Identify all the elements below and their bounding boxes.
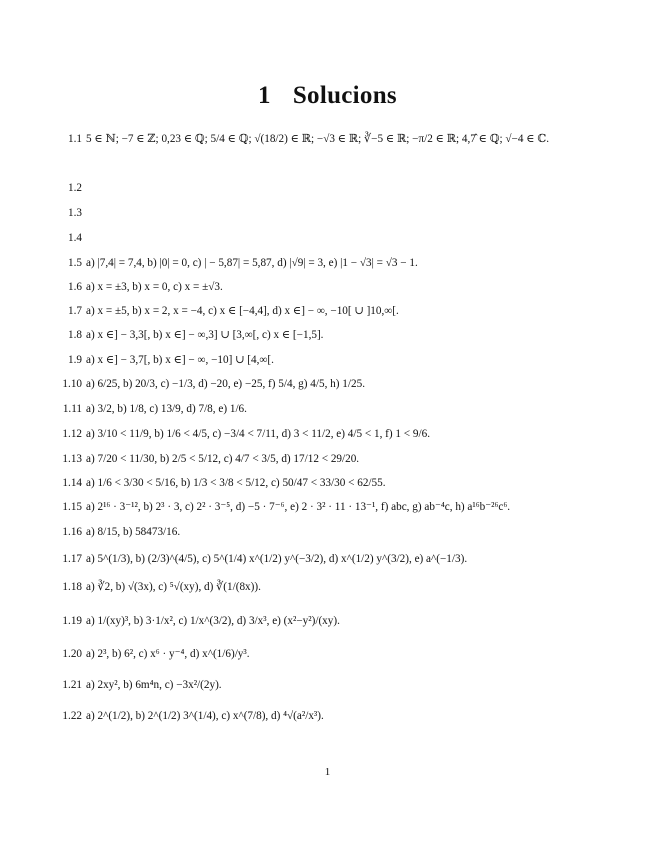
solution-text: a) 2xy², b) 6m⁴n, c) −3x²/(2y).	[86, 679, 222, 691]
solution-text: a) x ∈] − 3,3[, b) x ∈] − ∞,3] ∪ [3,∞[, c) x ∈ [−1,5].	[86, 329, 324, 341]
solution-number: 1.1	[68, 133, 82, 145]
solution-text: a) 2¹⁶ · 3⁻¹², b) 2³ · 3, c) 2² · 3⁻⁵, d) −5 · 7⁻⁶, e) 2 · 3² · 11 · 13⁻¹, f) abc, g) ab⁻⁴c, h) a¹⁶b⁻²⁶c⁶.	[86, 501, 511, 513]
solution-number: 1.7	[68, 305, 82, 317]
solution-number: 1.9	[68, 354, 82, 366]
solution-number: 1.15	[62, 501, 82, 513]
solution-number: 1.3	[68, 207, 82, 219]
solution-item	[60, 525, 600, 552]
solution-number: 1.21	[62, 679, 82, 691]
solution-text: a) 8/15, b) 58473/16.	[86, 526, 181, 538]
solution-number: 1.11	[62, 403, 82, 415]
solution-item	[60, 476, 600, 500]
solution-text: 5 ∈ ℕ; −7 ∈ ℤ; 0,23 ∈ ℚ; 5/4 ∈ ℚ; √(18/2) ∈ ℝ; −√3 ∈ ℝ; ∛−5 ∈ ℝ; −π/2 ∈ ℝ; 4,7̂ ∈ ℚ; √−4 ∈ ℂ.	[86, 133, 550, 145]
solution-number: 1.8	[68, 329, 82, 341]
solution-text: a) 1/(xy)³, b) 3·1/x², c) 1/x^(3/2), d) 3/x³, e) (x²−y²)/(xy).	[86, 615, 340, 627]
solution-item	[60, 614, 600, 647]
solution-item	[60, 304, 600, 328]
solution-text: a) 1/6 < 3/30 < 5/16, b) 1/3 < 3/8 < 5/12, c) 50/47 < 33/30 < 62/55.	[86, 477, 386, 489]
solution-text: a) 2^(1/2), b) 2^(1/2) 3^(1/4), c) x^(7/8), d) ⁴√(a²/x³).	[86, 710, 324, 722]
solution-number: 1.10	[62, 378, 82, 390]
solution-number: 1.22	[62, 710, 82, 722]
section-title: Solucions	[292, 82, 397, 109]
solution-item	[60, 552, 600, 580]
solution-item	[60, 580, 600, 614]
solution-number: 1.14	[62, 477, 82, 489]
solution-item	[60, 402, 600, 427]
solution-text: a) |7,4| = 7,4, b) |0| = 0, c) | − 5,87| = 5,87, d) |√9| = 3, e) |1 − √3| = √3 − 1.	[86, 257, 418, 269]
solution-item	[60, 377, 600, 402]
solution-number: 1.13	[62, 453, 82, 465]
solution-item	[60, 427, 600, 452]
solution-item	[60, 353, 600, 377]
solution-item	[60, 452, 600, 476]
solution-item	[60, 500, 600, 525]
solution-text: a) x = ±3, b) x = 0, c) x = ±√3.	[86, 281, 223, 293]
solution-item	[60, 256, 600, 280]
solution-item	[60, 181, 600, 206]
solution-item	[60, 132, 600, 181]
solution-number: 1.4	[68, 232, 82, 244]
solution-number: 1.20	[62, 648, 82, 660]
solution-number: 1.16	[62, 526, 82, 538]
solution-text: a) 5^(1/3), b) (2/3)^(4/5), c) 5^(1/4) x^(1/2) y^(−3/2), d) x^(1/2) y^(3/2), e) a^(−1/3).	[86, 553, 468, 565]
solution-item	[60, 709, 600, 737]
solution-number: 1.6	[68, 281, 82, 293]
solution-number: 1.18	[62, 581, 82, 593]
solution-number: 1.12	[62, 428, 82, 440]
solution-number: 1.19	[62, 615, 82, 627]
solution-text: a) 2³, b) 6², c) x⁶ · y⁻⁴, d) x^(1/6)/y³.	[86, 648, 250, 660]
solution-number: 1.2	[68, 182, 82, 194]
solution-text: a) 3/2, b) 1/8, c) 13/9, d) 7/8, e) 1/6.	[86, 403, 247, 415]
solutions-list	[60, 132, 600, 737]
solution-item	[60, 206, 600, 231]
section-number: 1	[258, 82, 271, 109]
solution-item	[60, 678, 600, 709]
solution-text: a) x ∈] − 3,7[, b) x ∈] − ∞, −10] ∪ [4,∞[.	[86, 354, 274, 366]
solution-text: a) 6/25, b) 20/3, c) −1/3, d) −20, e) −25, f) 5/4, g) 4/5, h) 1/25.	[86, 378, 365, 390]
solution-text: a) 7/20 < 11/30, b) 2/5 < 5/12, c) 4/7 < 3/5, d) 17/12 < 29/20.	[86, 453, 360, 465]
solution-text: a) ∛2, b) √(3x), c) ⁵√(xy), d) ∛(1/(8x)).	[86, 581, 261, 593]
solution-text: a) x = ±5, b) x = 2, x = −4, c) x ∈ [−4,4], d) x ∈] − ∞, −10[ ∪ ]10,∞[.	[86, 305, 399, 317]
section-heading	[0, 82, 655, 110]
solution-number: 1.5	[68, 257, 82, 269]
solution-item	[60, 280, 600, 304]
solution-number: 1.17	[62, 553, 82, 565]
solution-item	[60, 231, 600, 256]
solution-text: a) 3/10 < 11/9, b) 1/6 < 4/5, c) −3/4 < 7/11, d) 3 < 11/2, e) 4/5 < 1, f) 1 < 9/6.	[86, 428, 431, 440]
solution-item	[60, 328, 600, 353]
solution-item	[60, 647, 600, 678]
page-number: 1	[324, 766, 331, 778]
